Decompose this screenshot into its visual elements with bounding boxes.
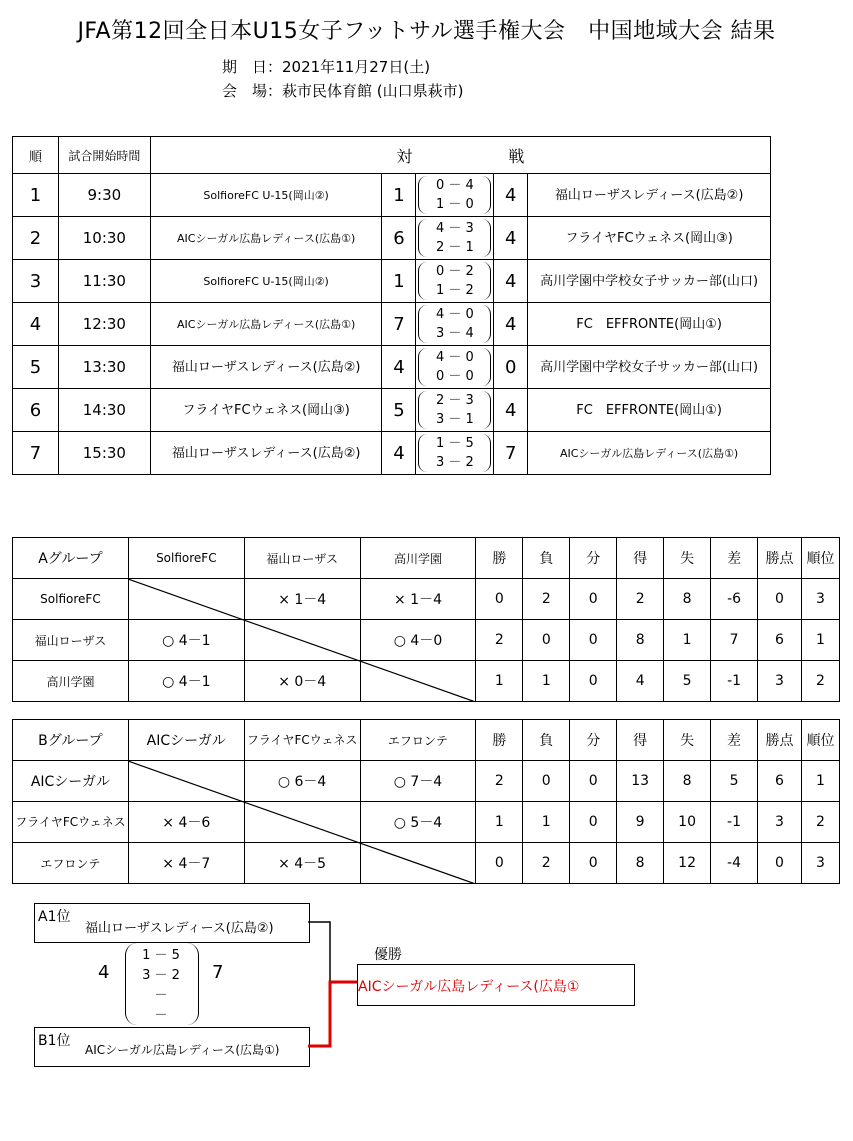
stat-header: 分 <box>570 538 617 579</box>
group-team-header: 高川学園 <box>360 538 476 579</box>
stat-cell: 0 <box>523 620 570 661</box>
stat-header: 負 <box>523 720 570 761</box>
match-no: 4 <box>13 303 59 346</box>
stat-cell: 2 <box>801 661 839 702</box>
stat-cell: 8 <box>664 761 711 802</box>
header-time: 試合開始時間 <box>58 137 150 174</box>
stat-header: 勝点 <box>758 538 802 579</box>
first-half: 4 － 0 <box>435 307 474 322</box>
match-time: 12:30 <box>58 303 150 346</box>
group-label: Bグループ <box>13 720 129 761</box>
away-team: 高川学園中学校女子サッカー部(山口) <box>528 260 771 303</box>
stat-cell: 6 <box>758 620 802 661</box>
match-time: 9:30 <box>58 174 150 217</box>
stat-cell: 1 <box>523 802 570 843</box>
home-team: AICシーガル広島レディース(広島①) <box>150 303 382 346</box>
stat-cell: 2 <box>523 579 570 620</box>
result-cell: × 4－5 <box>244 843 360 884</box>
stat-cell: 0 <box>570 620 617 661</box>
first-half: 4 － 3 <box>435 221 474 236</box>
stat-cell: 0 <box>570 579 617 620</box>
page-title: JFA第12回全日本U15女子フットサル選手権大会 中国地域大会 結果 <box>77 19 776 44</box>
stat-cell: 7 <box>711 620 758 661</box>
stat-cell: 3 <box>758 661 802 702</box>
stat-header: 得 <box>617 720 664 761</box>
stat-cell: 0 <box>570 843 617 884</box>
stat-cell: 2 <box>617 579 664 620</box>
stat-cell: 1 <box>476 661 523 702</box>
stat-cell: 9 <box>617 802 664 843</box>
result-cell: × 4－6 <box>128 802 244 843</box>
home-team: 福山ローザスレディース(広島②) <box>150 346 382 389</box>
away-team: 高川学園中学校女子サッカー部(山口) <box>528 346 771 389</box>
away-score: 4 <box>494 174 528 217</box>
result-cell: ○ 6－4 <box>244 761 360 802</box>
half-2: 3 － 2 <box>142 968 180 983</box>
stat-cell: 13 <box>617 761 664 802</box>
match-time: 15:30 <box>58 432 150 475</box>
home-score: 7 <box>382 303 416 346</box>
group-team-header: AICシーガル <box>128 720 244 761</box>
a1-team: 福山ローザスレディース(広島②) <box>85 921 274 936</box>
match-no: 3 <box>13 260 59 303</box>
stat-cell: 3 <box>801 579 839 620</box>
result-cell: × 1－4 <box>360 579 476 620</box>
stat-cell: -1 <box>711 802 758 843</box>
stat-cell: 5 <box>711 761 758 802</box>
result-cell: ○ 4－1 <box>128 661 244 702</box>
stat-cell: 3 <box>758 802 802 843</box>
stat-cell: 2 <box>523 843 570 884</box>
stat-cell: 8 <box>617 620 664 661</box>
stat-cell: 0 <box>476 579 523 620</box>
stat-cell: 0 <box>476 843 523 884</box>
match-time: 13:30 <box>58 346 150 389</box>
stat-cell: 2 <box>476 620 523 661</box>
stat-cell: 1 <box>523 661 570 702</box>
stat-cell: 0 <box>570 802 617 843</box>
diagonal-stroke <box>128 579 476 702</box>
stat-header: 順位 <box>801 538 839 579</box>
first-half: 4 － 0 <box>435 350 474 365</box>
stat-header: 勝 <box>476 720 523 761</box>
stat-cell: 12 <box>664 843 711 884</box>
home-team: SolfioreFC U-15(岡山②) <box>150 174 382 217</box>
home-team: フライヤFCウェネス(岡山③) <box>150 389 382 432</box>
group-team-name: AICシーガル <box>13 761 129 802</box>
home-score: 6 <box>382 217 416 260</box>
home-score: 1 <box>382 174 416 217</box>
b1-team: AICシーガル広島レディース(広島①) <box>85 1043 280 1057</box>
winner-label: 優勝 <box>374 947 402 963</box>
away-score: 0 <box>494 346 528 389</box>
stat-header: 勝点 <box>758 720 802 761</box>
home-team: SolfioreFC U-15(岡山②) <box>150 260 382 303</box>
stat-cell: 8 <box>617 843 664 884</box>
stat-cell: 0 <box>523 761 570 802</box>
stat-cell: 0 <box>758 843 802 884</box>
stat-cell: -4 <box>711 843 758 884</box>
group-team-name: 福山ローザス <box>13 620 129 661</box>
stat-cell: 1 <box>801 761 839 802</box>
stat-cell: 0 <box>570 661 617 702</box>
match-no: 2 <box>13 217 59 260</box>
stat-header: 失 <box>664 720 711 761</box>
away-score: 4 <box>494 303 528 346</box>
half-3: － <box>154 988 168 1003</box>
away-team: FC EFFRONTE(岡山①) <box>528 389 771 432</box>
stat-cell: 3 <box>801 843 839 884</box>
stat-cell: 0 <box>570 761 617 802</box>
stat-header: 順位 <box>801 720 839 761</box>
stat-cell: 1 <box>801 620 839 661</box>
result-cell: ○ 5－4 <box>360 802 476 843</box>
b1-label: B1位 <box>38 1033 71 1049</box>
match-time: 11:30 <box>58 260 150 303</box>
stat-cell: 6 <box>758 761 802 802</box>
second-half: 2 － 1 <box>435 240 474 255</box>
home-team: AICシーガル広島レディース(広島①) <box>150 217 382 260</box>
away-team: AICシーガル広島レディース(広島①) <box>528 432 771 475</box>
result-cell: × 4－7 <box>128 843 244 884</box>
stat-header: 負 <box>523 538 570 579</box>
match-no: 5 <box>13 346 59 389</box>
home-team: 福山ローザスレディース(広島②) <box>150 432 382 475</box>
home-score: 5 <box>382 389 416 432</box>
header-no: 順 <box>13 137 59 174</box>
stat-header: 得 <box>617 538 664 579</box>
away-team: フライヤFCウェネス(岡山③) <box>528 217 771 260</box>
first-half: 0 － 4 <box>435 178 474 193</box>
bracket-b-line <box>308 982 357 1046</box>
match-no: 6 <box>13 389 59 432</box>
group-diagonal-line <box>128 579 476 702</box>
second-half: 3 － 4 <box>435 326 474 341</box>
result-cell: × 0－4 <box>244 661 360 702</box>
final-a-score: 4 <box>98 962 110 983</box>
away-score: 4 <box>494 389 528 432</box>
home-score: 4 <box>382 432 416 475</box>
stat-header: 差 <box>711 538 758 579</box>
stat-cell: 1 <box>664 620 711 661</box>
a1-label: A1位 <box>38 909 71 925</box>
first-half: 0 － 2 <box>435 264 474 279</box>
stat-cell: 8 <box>664 579 711 620</box>
second-half: 3 － 2 <box>435 455 474 470</box>
group-label: Aグループ <box>13 538 129 579</box>
result-cell: ○ 7－4 <box>360 761 476 802</box>
venue-line: 会 場：萩市民体育館 (山口県萩市) <box>222 82 464 100</box>
group-team-name: 高川学園 <box>13 661 129 702</box>
second-half: 0 － 0 <box>435 369 474 384</box>
second-half: 1 － 2 <box>435 283 474 298</box>
stat-header: 失 <box>664 538 711 579</box>
second-half: 3 － 1 <box>435 412 474 427</box>
stat-cell: 2 <box>801 802 839 843</box>
group-team-name: エフロンテ <box>13 843 129 884</box>
match-time: 14:30 <box>58 389 150 432</box>
result-cell: ○ 4－0 <box>360 620 476 661</box>
result-cell: ○ 4－1 <box>128 620 244 661</box>
stat-cell: 5 <box>664 661 711 702</box>
home-score: 1 <box>382 260 416 303</box>
winner-box <box>357 964 635 1006</box>
group-team-header: 福山ローザス <box>244 538 360 579</box>
home-score: 4 <box>382 346 416 389</box>
second-half: 1 － 0 <box>435 197 474 212</box>
header-match: 対 戦 <box>150 137 770 174</box>
group-team-name: フライヤFCウェネス <box>13 802 129 843</box>
match-time: 10:30 <box>58 217 150 260</box>
match-no: 7 <box>13 432 59 475</box>
half-1: 1 － 5 <box>142 948 180 963</box>
group-team-header: SolfioreFC <box>128 538 244 579</box>
group-team-name: SolfioreFC <box>13 579 129 620</box>
diagonal-stroke <box>128 761 476 884</box>
match-no: 1 <box>13 174 59 217</box>
away-team: FC EFFRONTE(岡山①) <box>528 303 771 346</box>
final-b-score: 7 <box>212 962 224 983</box>
stat-cell: 0 <box>758 579 802 620</box>
group-team-header: エフロンテ <box>360 720 476 761</box>
group-diagonal-line <box>128 761 476 884</box>
stat-cell: 10 <box>664 802 711 843</box>
bracket-a-line <box>308 922 330 982</box>
stat-cell: -6 <box>711 579 758 620</box>
result-cell: × 1－4 <box>244 579 360 620</box>
away-team: 福山ローザスレディース(広島②) <box>528 174 771 217</box>
stat-header: 差 <box>711 720 758 761</box>
stat-cell: 2 <box>476 761 523 802</box>
away-score: 7 <box>494 432 528 475</box>
first-half: 1 － 5 <box>435 436 474 451</box>
away-score: 4 <box>494 260 528 303</box>
group-team-header: フライヤFCウェネス <box>244 720 360 761</box>
stat-cell: 4 <box>617 661 664 702</box>
date-line: 期 日：2021年11月27日(土) <box>222 58 431 76</box>
stat-header: 分 <box>570 720 617 761</box>
half-4: － <box>154 1008 168 1023</box>
stat-cell: -1 <box>711 661 758 702</box>
stat-cell: 1 <box>476 802 523 843</box>
stat-header: 勝 <box>476 538 523 579</box>
away-score: 4 <box>494 217 528 260</box>
winner-team: AICシーガル広島レディース(広島① <box>358 979 580 995</box>
first-half: 2 － 3 <box>435 393 474 408</box>
